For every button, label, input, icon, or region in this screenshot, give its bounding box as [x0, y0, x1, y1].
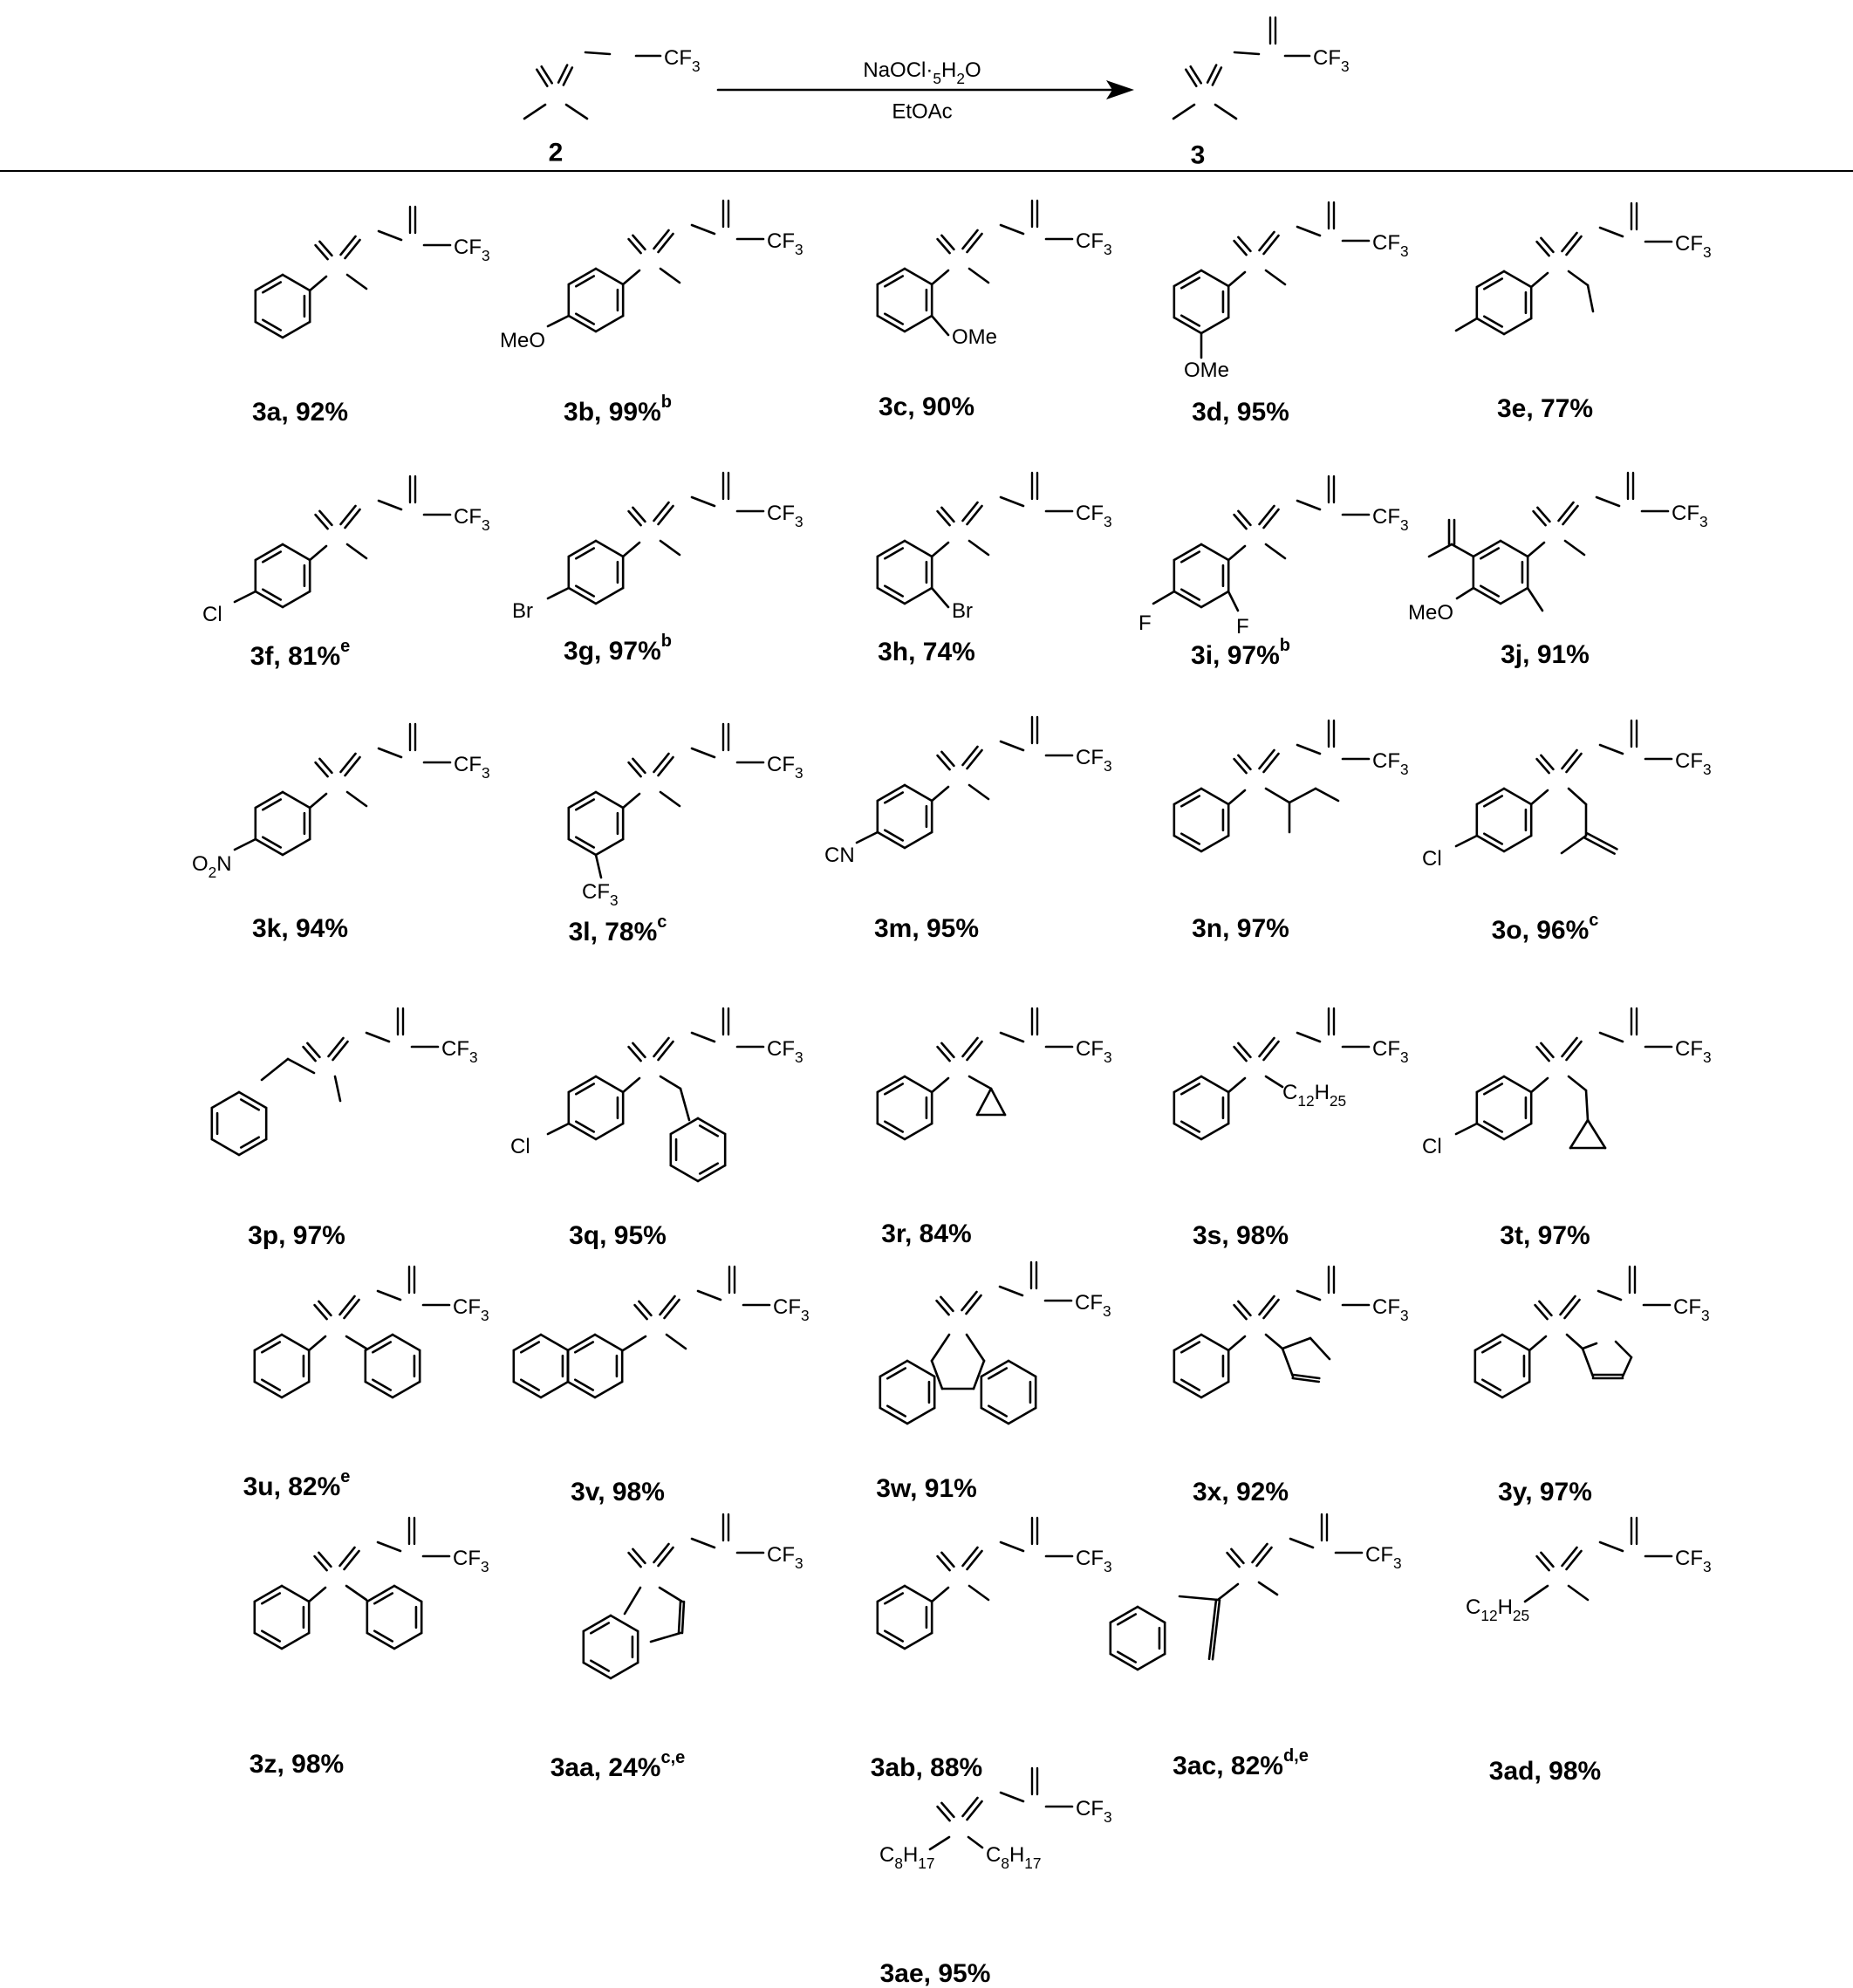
compound-caption — [1193, 1221, 1289, 1250]
cyano-group: CN — [824, 843, 855, 867]
cf3-group: $CF_3$ — [1076, 1546, 1112, 1575]
compound-3t — [1422, 1008, 1712, 1158]
cf3-group: $CF_3$ — [773, 1295, 810, 1324]
compound-caption — [1192, 914, 1289, 943]
yield-label: 3s, 98% — [1192, 1220, 1289, 1250]
cf3-group: $CF_3$ — [1372, 230, 1409, 260]
compound-3x — [1174, 1267, 1409, 1397]
compound-3o — [1422, 721, 1712, 871]
compound-caption — [564, 393, 672, 427]
cf3-group: $CF_3$ — [1313, 45, 1350, 75]
reagent-label: $NaOCl\cdot_5H_2O$ — [863, 58, 981, 87]
compound-3ac — [1111, 1514, 1402, 1670]
nitro-group: $O_2N$ — [192, 851, 232, 881]
cf3-group: $CF_3$ — [1673, 1295, 1710, 1324]
compound-3m — [824, 717, 1112, 867]
yield-label: 3o, 96%$^c$ — [1491, 911, 1599, 945]
yield-label: 3l, 78%$^c$ — [568, 912, 667, 946]
yield-label: 3d, 95% — [1192, 397, 1289, 427]
compound-caption — [252, 398, 348, 427]
cf3-group: $CF_3$ — [767, 229, 803, 258]
compound-caption — [1492, 911, 1599, 945]
compound-caption — [569, 912, 667, 946]
yield-label: 3ad, 98% — [1488, 1756, 1602, 1786]
cf3-group: $CF_3$ — [1675, 1546, 1712, 1575]
yield-label: 3p, 97% — [248, 1220, 345, 1250]
compound-caption — [252, 914, 348, 943]
cf3-group: $CF_3$ — [1675, 748, 1712, 778]
yield-label: 3n, 97% — [1192, 913, 1289, 943]
compound-3e — [1456, 203, 1712, 334]
compound-caption — [1192, 398, 1289, 427]
compound-2-label: 2 — [548, 138, 564, 167]
compound-caption — [569, 1221, 667, 1250]
compound-caption — [1498, 1478, 1592, 1506]
cf3-group: $CF_3$ — [453, 1546, 489, 1575]
methoxy-group: MeO — [500, 328, 546, 352]
cf3-group: $CF_3$ — [1076, 745, 1112, 775]
cf3-group: $CF_3$ — [454, 752, 490, 782]
yield-label: 3v, 98% — [571, 1477, 665, 1506]
compound-caption — [250, 1750, 344, 1779]
chloro-group: Cl — [510, 1134, 530, 1158]
yield-label: 3q, 95% — [569, 1220, 667, 1250]
compound-caption — [874, 914, 979, 943]
compound-3ae — [879, 1768, 1112, 1872]
compound-3j — [1408, 473, 1708, 625]
cf3-group: $CF_3$ — [1076, 229, 1112, 258]
compound-3r — [878, 1008, 1112, 1139]
compound-3f — [202, 476, 490, 626]
compound-caption — [880, 1959, 991, 1988]
yield-label: 3g, 97%$^b$ — [564, 632, 672, 666]
yield-label: 3ab, 88% — [870, 1752, 983, 1782]
yield-label: 3a, 92% — [251, 397, 349, 427]
compound-3l — [569, 724, 803, 909]
compound-3n — [1174, 721, 1409, 851]
yield-label: 3ae, 95% — [879, 1958, 991, 1988]
compound-caption — [564, 632, 672, 666]
compound-3-label: 3 — [1190, 140, 1206, 170]
compound-caption — [1489, 1757, 1601, 1786]
compound-caption — [550, 1748, 686, 1782]
compound-caption — [1500, 1221, 1590, 1250]
cf3-group: $CF_3$ — [454, 504, 490, 534]
compound-caption — [879, 393, 974, 421]
cf3-group: $CF_3$ — [453, 1295, 489, 1324]
chloro-group: Cl — [1422, 1134, 1442, 1158]
compound-3ad — [1466, 1518, 1712, 1624]
compound-caption — [243, 1467, 351, 1501]
compound-3y — [1475, 1267, 1710, 1397]
cf3-group: $CF_3$ — [1372, 748, 1409, 778]
cf3-group: $CF_3$ — [1076, 1036, 1112, 1066]
yield-label: 3r, 84% — [881, 1219, 972, 1248]
compound-3h — [878, 473, 1112, 623]
fluoro-group: F — [1138, 611, 1152, 635]
yield-label: 3w, 91% — [876, 1473, 977, 1503]
yield-label: 3h, 74% — [878, 637, 975, 666]
fluoro-group: F — [1236, 614, 1249, 639]
yield-label: 3k, 94% — [251, 913, 349, 943]
cf3-group: $CF_3$ — [1076, 1796, 1112, 1826]
chloro-group: Cl — [1422, 846, 1442, 871]
yield-label: 3z, 98% — [249, 1749, 345, 1779]
cf3-group: $CF_3$ — [1365, 1542, 1402, 1572]
yield-label: 3m, 95% — [873, 913, 980, 943]
cf3-group: $CF_3$ — [767, 501, 803, 530]
compound-caption — [1191, 636, 1290, 670]
compound-3s — [1174, 1008, 1409, 1139]
compound-3b — [500, 201, 803, 352]
solvent-label: EtOAc — [892, 99, 953, 124]
cf3-group: $CF_3$ — [1076, 501, 1112, 530]
compound-caption — [881, 1219, 971, 1248]
compound-caption — [876, 1474, 977, 1503]
octyl-group: $C_8H_{17}$ — [879, 1842, 935, 1872]
cf3-group: $CF_3$ — [441, 1036, 478, 1066]
yield-label: 3u, 82%$^e$ — [243, 1467, 351, 1501]
bromo-group: Br — [512, 598, 533, 623]
compound-caption — [1501, 640, 1590, 669]
cf3-group: $CF_3$ — [767, 752, 803, 782]
dodecyl-group: $C_{12}H_{25}$ — [1282, 1080, 1347, 1110]
compound-3u — [255, 1267, 489, 1397]
compound-3a — [256, 207, 490, 338]
yield-label: 3ac, 82%$^{d,e}$ — [1173, 1746, 1309, 1780]
compound-caption — [250, 637, 351, 671]
yield-label: 3t, 97% — [1500, 1220, 1590, 1250]
compound-3v — [514, 1267, 810, 1397]
reaction-header — [0, 17, 1853, 171]
compound-caption — [571, 1478, 665, 1506]
compound-3q — [510, 1008, 803, 1181]
compound-3p — [212, 1008, 478, 1155]
yield-label: 3e, 77% — [1496, 393, 1594, 423]
compound-3c — [878, 201, 1112, 349]
cf3-group: $CF_3$ — [1372, 1036, 1409, 1066]
compound-3ab — [878, 1518, 1112, 1649]
yield-label: 3f, 81%$^e$ — [250, 637, 351, 671]
compound-3z — [255, 1518, 489, 1649]
yield-label: 3x, 92% — [1192, 1477, 1289, 1506]
methoxy-group: OMe — [1184, 358, 1230, 382]
cf3-group: $CF_3$ — [767, 1542, 803, 1572]
yield-label: 3c, 90% — [878, 392, 975, 421]
compound-caption — [1193, 1478, 1289, 1506]
cf3-group: $CF_3$ — [664, 45, 701, 75]
yield-label: 3b, 99%$^b$ — [564, 393, 672, 427]
cf3-group: $CF_3$ — [1675, 231, 1712, 261]
cf3-group: $CF_3$ — [1672, 501, 1708, 530]
compound-caption — [871, 1753, 982, 1782]
bromo-group: Br — [952, 598, 973, 623]
cf3-group: $CF_3$ — [454, 235, 490, 264]
methoxy-group: OMe — [952, 325, 998, 349]
yield-label: 3i, 97%$^b$ — [1191, 636, 1290, 670]
cf3-group: $CF_3$ — [1372, 504, 1409, 534]
compound-3aa — [584, 1514, 803, 1678]
compound-caption — [1173, 1746, 1309, 1780]
octyl-group: $C_8H_{17}$ — [986, 1842, 1042, 1872]
compound-3w — [880, 1262, 1111, 1424]
compound-caption — [878, 638, 975, 666]
chloro-group: Cl — [202, 602, 222, 626]
compound-caption — [248, 1221, 345, 1250]
yield-label: 3j, 91% — [1501, 639, 1590, 669]
cf3-group: $CF_3$ — [582, 879, 619, 909]
yield-label: 3aa, 24%$^{c,e}$ — [550, 1748, 686, 1782]
compound-3d — [1174, 202, 1409, 382]
compound-3g — [512, 473, 803, 623]
cf3-group: $CF_3$ — [1372, 1295, 1409, 1324]
compound-3k — [192, 724, 490, 881]
compound-caption — [1497, 394, 1593, 423]
dodecyl-group: $C_{12}H_{25}$ — [1466, 1595, 1530, 1624]
compound-3i — [1138, 476, 1409, 639]
cf3-group: $CF_3$ — [1675, 1036, 1712, 1066]
yield-label: 3y, 97% — [1498, 1477, 1592, 1506]
cf3-group: $CF_3$ — [1075, 1290, 1111, 1320]
methoxy-group: MeO — [1408, 600, 1454, 625]
cf3-group: $CF_3$ — [767, 1036, 803, 1066]
